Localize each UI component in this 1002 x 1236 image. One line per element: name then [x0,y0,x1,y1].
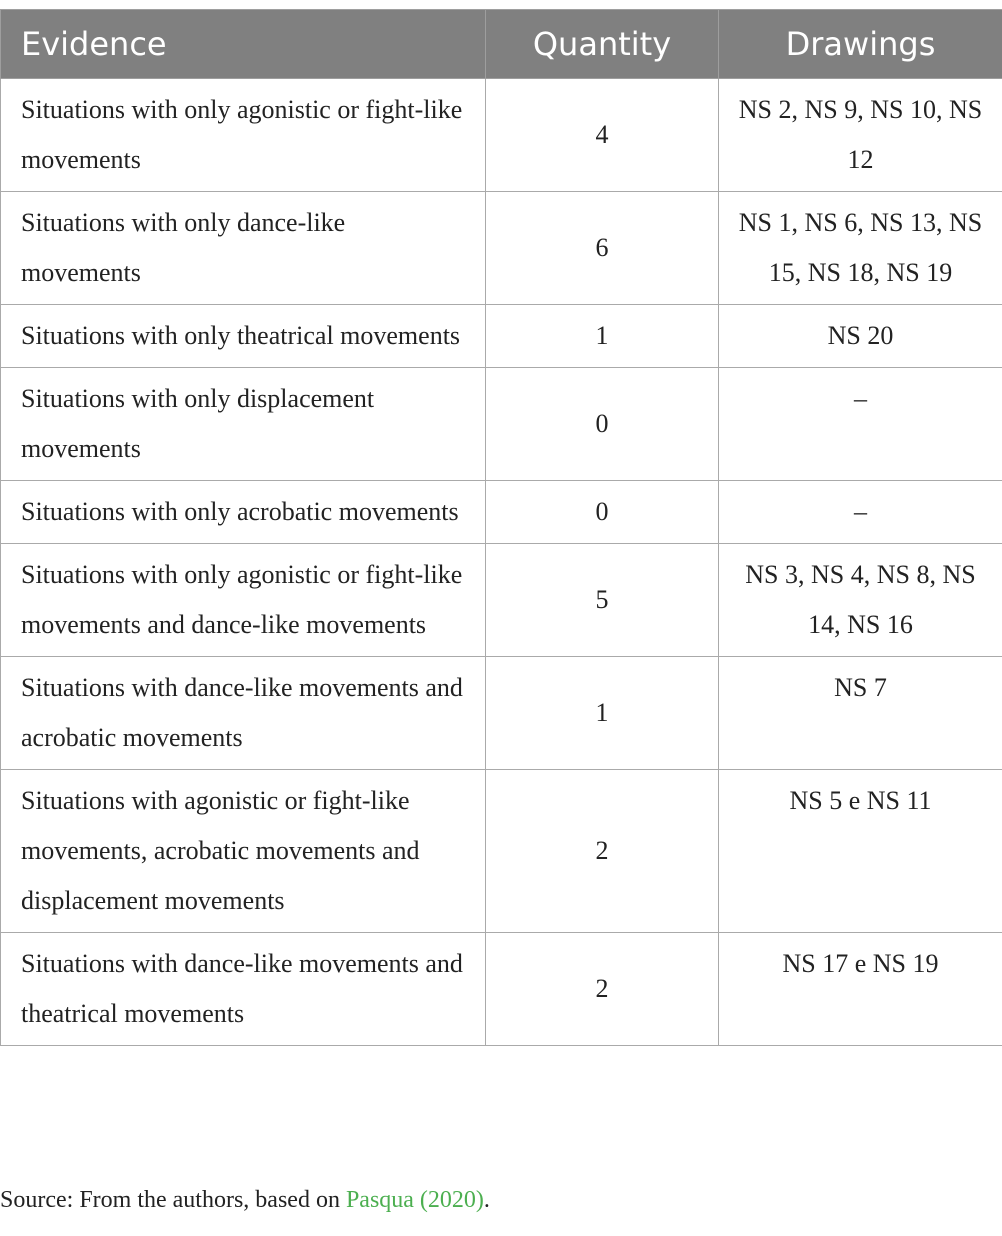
table-row [1,481,1002,544]
quantity-cell: 6 [486,192,719,305]
table-row [1,192,1002,305]
drawings-cell: NS 7 [719,657,1002,770]
quantity-cell: 0 [486,481,719,544]
table-row [1,544,1002,657]
quantity-cell: 4 [486,79,719,192]
evidence-cell: Situations with dance-like movements and acrobatic movements [1,657,486,770]
evidence-table [0,9,1002,1046]
quantity-cell: 0 [486,368,719,481]
source-note [0,1187,490,1214]
table-row [1,305,1002,368]
source-suffix: . [483,1187,490,1213]
table-row [1,368,1002,481]
table-row [1,79,1002,192]
header-evidence: Evidence [1,10,486,79]
quantity-cell: 5 [486,544,719,657]
evidence-cell: Situations with only displacement movements [1,368,486,481]
drawings-cell: – [719,368,1002,481]
quantity-cell: 1 [486,657,719,770]
header-drawings: Drawings [719,10,1002,79]
evidence-cell: Situations with only theatrical movements [1,305,486,368]
evidence-cell: Situations with dance-like movements and theatrical movements [1,933,486,1046]
drawings-cell: NS 5 e NS 11 [719,770,1002,933]
drawings-cell: NS 2, NS 9, NS 10, NS 12 [719,79,1002,192]
evidence-table-container [0,9,1002,1046]
table-row [1,933,1002,1046]
drawings-cell: NS 20 [719,305,1002,368]
source-prefix: Source: From the authors, based on [0,1187,346,1213]
drawings-cell: – [719,481,1002,544]
evidence-cell: Situations with only dance-like movements [1,192,486,305]
evidence-cell: Situations with agonistic or fight-like movements, acrobatic movements and displacement movements [1,770,486,933]
table-header-row [1,10,1002,79]
table-row [1,657,1002,770]
drawings-cell: NS 3, NS 4, NS 8, NS 14, NS 16 [719,544,1002,657]
drawings-cell: NS 17 e NS 19 [719,933,1002,1046]
drawings-cell: NS 1, NS 6, NS 13, NS 15, NS 18, NS 19 [719,192,1002,305]
evidence-cell: Situations with only acrobatic movements [1,481,486,544]
quantity-cell: 2 [486,770,719,933]
evidence-cell: Situations with only agonistic or fight-like movements [1,79,486,192]
table-row [1,770,1002,933]
evidence-cell: Situations with only agonistic or fight-like movements and dance-like movements [1,544,486,657]
quantity-cell: 2 [486,933,719,1046]
quantity-cell: 1 [486,305,719,368]
source-reference-link[interactable]: Pasqua (2020) [345,1187,484,1213]
header-quantity: Quantity [486,10,719,79]
